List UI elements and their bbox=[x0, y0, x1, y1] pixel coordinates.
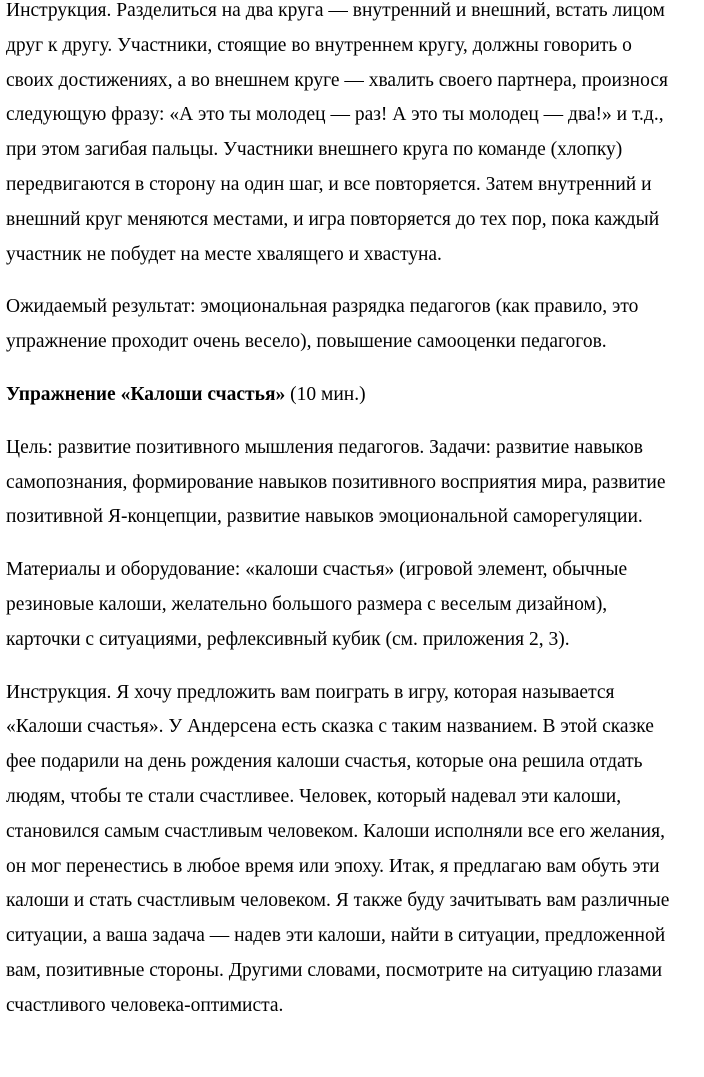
text-line: самопознания, формирование навыков позитивного восприятия мира, развитие bbox=[6, 471, 666, 493]
text-line: внешний круг меняются местами, и игра повторяется до тех пор, пока каждый bbox=[6, 208, 660, 230]
text-line: своих достижениях, а во внешнем круге — хвалить своего партнера, произнося bbox=[6, 69, 668, 91]
text-line: друг к другу. Участники, стоящие во внутреннем кругу, должны говорить о bbox=[6, 34, 632, 56]
text-line: при этом загибая пальцы. Участники внешнего круга по команде (хлопку) bbox=[6, 139, 623, 161]
paragraph-goal bbox=[6, 431, 698, 535]
paragraph-expected-result bbox=[6, 290, 698, 360]
text-line: фее подарили на день рождения калоши счастья, которые она решила отдать bbox=[6, 751, 643, 773]
text-line: карточки с ситуациями, рефлексивный кубик (см. приложения 2, 3). bbox=[6, 628, 570, 650]
text-line: вам, позитивные стороны. Другими словами, посмотрите на ситуацию глазами bbox=[6, 959, 663, 981]
text-line: Ожидаемый результат: эмоциональная разрядка педагогов (как правило, это bbox=[6, 296, 639, 318]
paragraph-instruction-galoshes bbox=[6, 676, 698, 1024]
text-line: он мог перенестись в любое время или эпоху. Итак, я предлагаю вам обуть эти bbox=[6, 855, 660, 877]
text-line: Материалы и оборудование: «калоши счастья» (игровой элемент, обычные bbox=[6, 559, 628, 581]
text-line: калоши и стать счастливым человеком. Я также буду зачитывать вам различные bbox=[6, 890, 670, 912]
text-line: участник не побудет на месте хвалящего и хвастуна. bbox=[6, 243, 442, 265]
text-line: становился самым счастливым человеком. Калоши исполняли все его желания, bbox=[6, 820, 665, 842]
text-line: Инструкция. Разделиться на два круга — внутренний и внешний, встать лицом bbox=[6, 0, 665, 21]
text-line: Инструкция. Я хочу предложить вам поиграть в игру, которая называется bbox=[6, 681, 615, 703]
paragraph-instruction-circles bbox=[6, 0, 698, 272]
exercise-heading bbox=[6, 378, 698, 413]
paragraph-materials bbox=[6, 553, 698, 657]
text-line: передвигаются в сторону на один шаг, и все повторяется. Затем внутренний и bbox=[6, 173, 652, 195]
text-line: упражнение проходит очень весело), повышение самооценки педагогов. bbox=[6, 331, 607, 353]
text-line: следующую фразу: «А это ты молодец — раз! А это ты молодец — два!» и т.д., bbox=[6, 104, 664, 126]
text-line: резиновые калоши, желательно большого размера с веселым дизайном), bbox=[6, 593, 608, 615]
document-page bbox=[6, 0, 698, 1042]
text-line: счастливого человека-оптимиста. bbox=[6, 994, 284, 1016]
text-line: людям, чтобы те стали счастливее. Человек, который надевал эти калоши, bbox=[6, 785, 622, 807]
text-line: позитивной Я-концепции, развитие навыков эмоциональной саморегуляции. bbox=[6, 506, 643, 528]
text-line: «Калоши счастья». У Андерсена есть сказка с таким названием. В этой сказке bbox=[6, 716, 654, 738]
exercise-title: Упражнение «Калоши счастья» bbox=[6, 383, 286, 405]
text-line: ситуации, а ваша задача — надев эти калоши, найти в ситуации, предложенной bbox=[6, 925, 666, 947]
text-line: Цель: развитие позитивного мышления педагогов. Задачи: развитие навыков bbox=[6, 436, 643, 458]
heading-line bbox=[6, 378, 698, 413]
exercise-duration: (10 мин.) bbox=[285, 383, 366, 405]
